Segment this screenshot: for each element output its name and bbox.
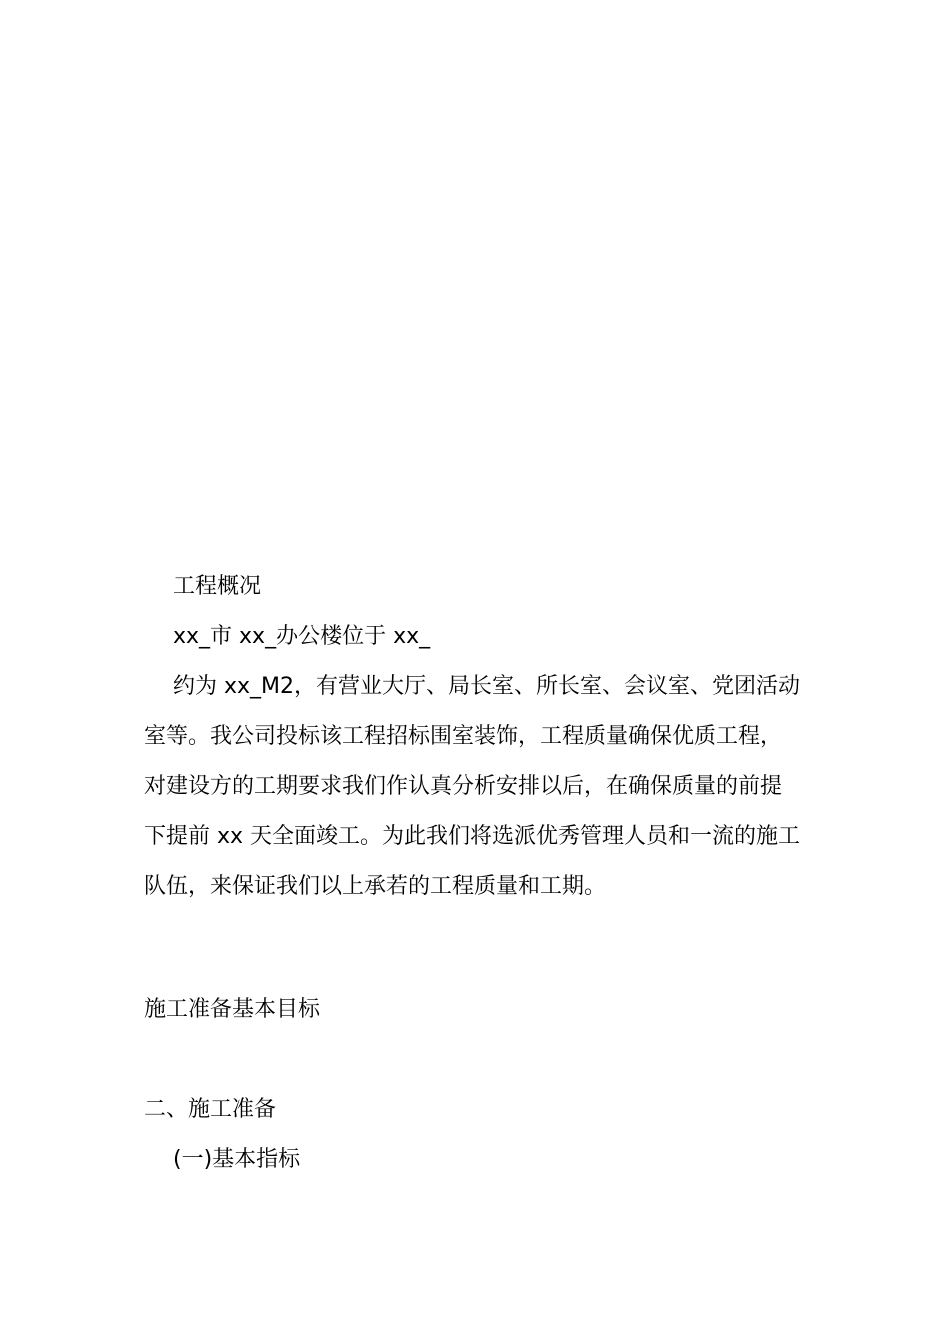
- paragraph-line: 室等。我公司投标该工程招标围室装饰，工程质量确保优质工程，: [144, 724, 783, 749]
- paragraph-line: 下提前 xx 天全面竣工。为此我们将选派优秀管理人员和一流的施工: [144, 824, 801, 849]
- section-heading-basic-goals: 施工准备基本目标: [144, 997, 321, 1022]
- paragraph-line: 队伍，来保证我们以上承若的工程质量和工期。: [144, 874, 607, 899]
- paragraph-line: 对建设方的工期要求我们作认真分析安排以后，在确保质量的前提: [144, 774, 783, 799]
- section-title-project-overview: 工程概况: [173, 574, 262, 599]
- subsection-heading-basic-indicators: (一)基本指标: [173, 1147, 301, 1172]
- location-line: xx_市 xx_办公楼位于 xx_: [173, 624, 431, 649]
- section-heading-construction-prep: 二、施工准备: [144, 1097, 277, 1122]
- paragraph-line: 约为 xx_M2，有营业大厅、局长室、所长室、会议室、党团活动: [173, 674, 801, 699]
